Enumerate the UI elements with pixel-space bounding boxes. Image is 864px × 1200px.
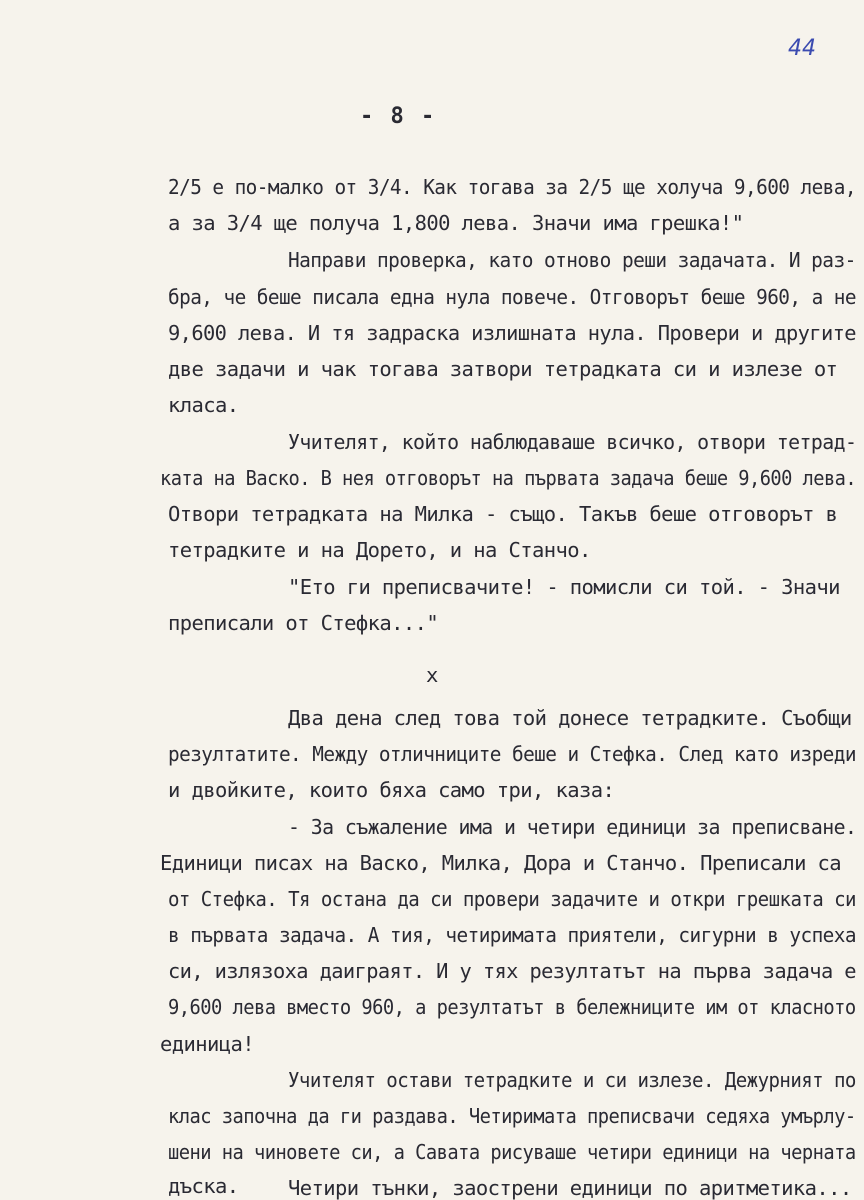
- text-line: и двойките, които бяха само три, каза:: [168, 778, 615, 802]
- text-line: Отвори тетрадката на Милка - също. Такъв беше отговорът в: [168, 502, 838, 526]
- text-line: две задачи и чак тогава затвори тетрадката си и излезе от: [168, 357, 838, 381]
- text-line: Направи проверка, като отново реши задачата. И раз-: [288, 248, 856, 272]
- text-line: шени на чиновете си, а Савата рисуваше четири единици на черната: [168, 1140, 856, 1164]
- text-line: 2/5 е по-малко от 3/4. Как тогава за 2/5 ще холуча 9,600 лева,: [168, 175, 856, 199]
- section-divider: х: [426, 663, 438, 687]
- text-line: единица!: [160, 1032, 254, 1056]
- text-line: - За съжаление има и четири единици за преписване.: [288, 815, 857, 839]
- text-line: Два дена след това той донесе тетрадките. Съобщи: [288, 706, 852, 730]
- text-line: Учителят, който наблюдаваше всичко, отвори тетрад-: [288, 430, 857, 454]
- text-line: бра, че беше писала една нула повече. Отговорът беше 960, а не: [168, 285, 856, 309]
- page-number: - 8 -: [360, 104, 437, 129]
- text-line: от Стефка. Тя остана да си провери задачите и откри грешката си: [168, 887, 856, 911]
- text-line: преписали от Стефка...": [168, 611, 439, 635]
- text-line: тетрадките и на Дорето, и на Станчо.: [168, 538, 591, 562]
- text-line: си, излязоха даиграят. И у тях резултатът на първа задача е: [168, 959, 856, 983]
- text-line: клас започна да ги раздава. Четиримата преписвачи седяха умърлу-: [168, 1104, 856, 1128]
- text-line: Четири тънки, заострени единици по аритметика...: [288, 1176, 852, 1200]
- text-line: Единици писах на Васко, Милка, Дора и Станчо. Преписали са: [160, 851, 842, 875]
- text-line: в първата задача. А тия, четиримата приятели, сигурни в успеха: [168, 923, 856, 947]
- text-line: класа.: [168, 393, 239, 417]
- text-line: 9,600 лева. И тя задраска излишната нула. Провери и другите: [168, 321, 856, 345]
- archive-number: 44: [788, 36, 816, 61]
- text-line: ката на Васко. В нея отговорът на първата задача беше 9,600 лева.: [160, 466, 857, 490]
- text-line: 9,600 лева вместо 960, а резултатът в бележниците им от класното: [168, 995, 856, 1019]
- text-line: "Ето ги преписвачите! - помисли си той. - Значи: [288, 575, 840, 599]
- text-line: а за 3/4 ще получа 1,800 лева. Значи има грешка!": [168, 211, 744, 235]
- text-line: Учителят остави тетрадките и си излезе. Дежурният по: [288, 1068, 856, 1092]
- text-line: дъска.: [168, 1174, 239, 1198]
- text-line: резултатите. Между отличниците беше и Стефка. След като изреди: [168, 742, 856, 766]
